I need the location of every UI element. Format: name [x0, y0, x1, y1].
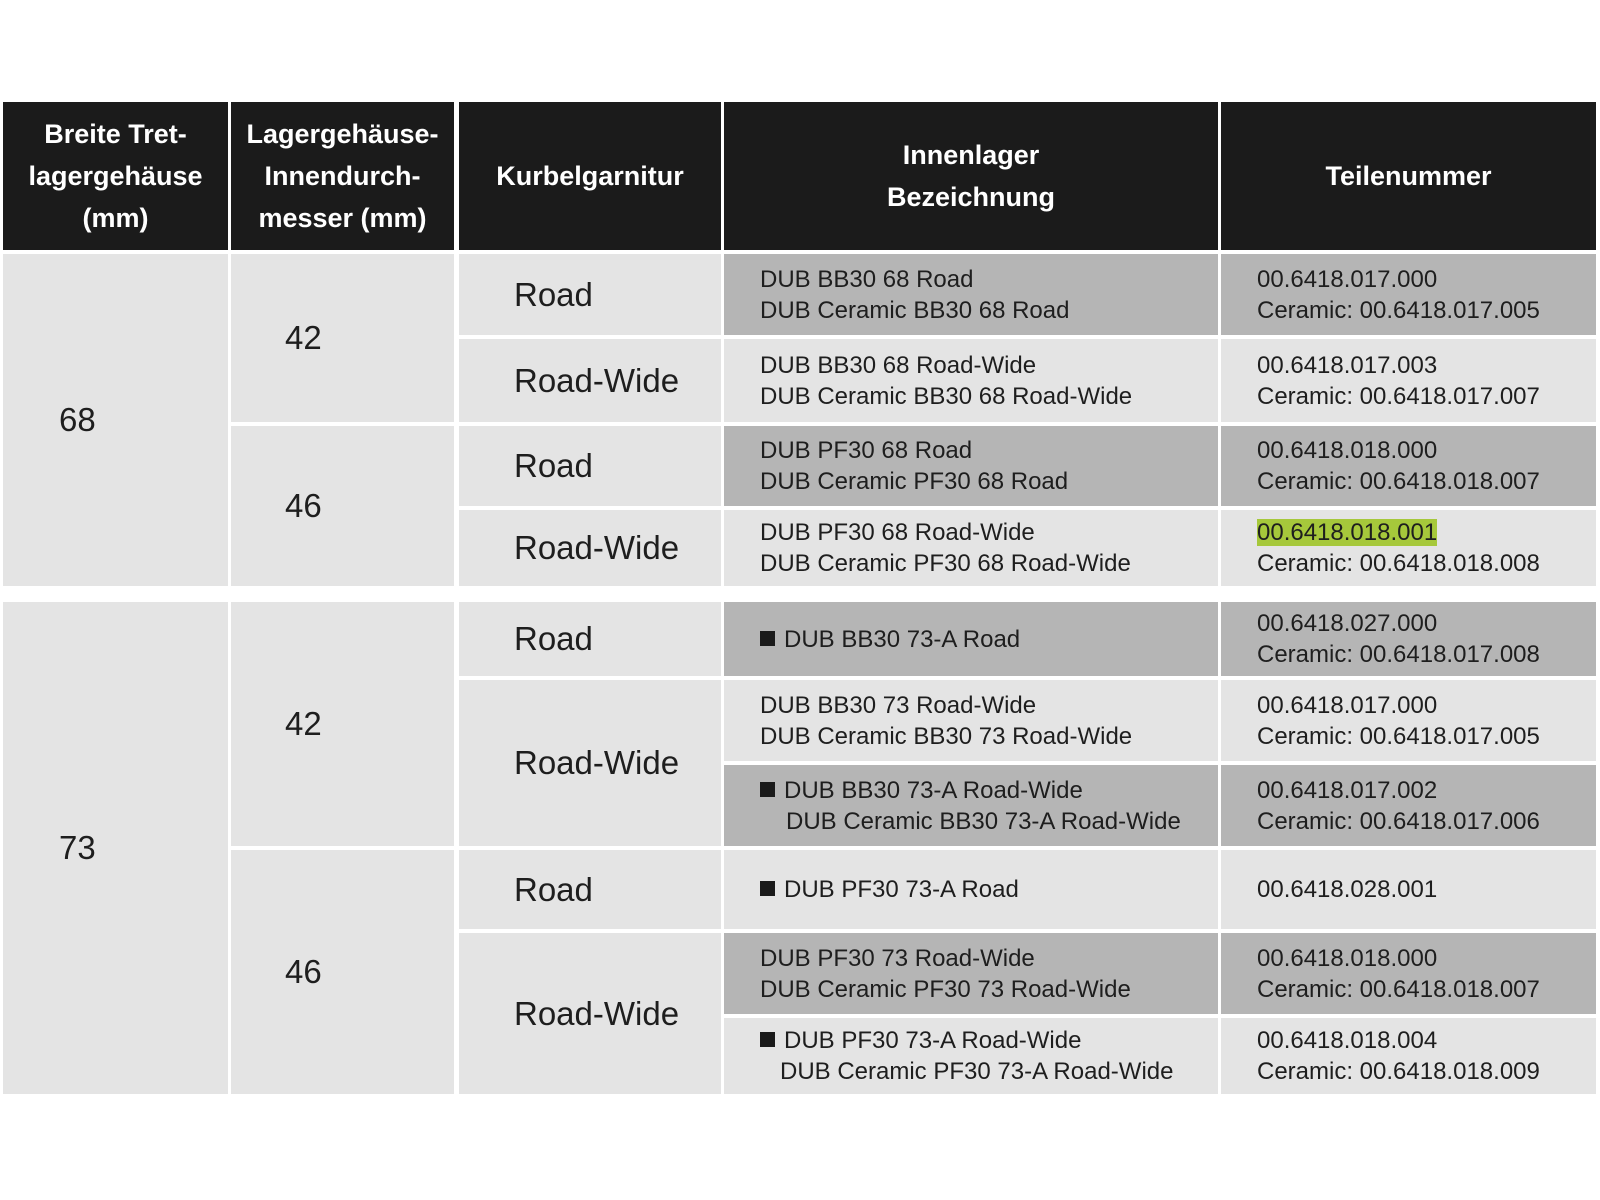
part-number-cell — [1221, 933, 1596, 1014]
bottom-bracket-name: DUB PF30 68 Road-Wide — [760, 519, 1035, 546]
part-number-line — [1257, 548, 1596, 579]
header-line: Lagergehäuse- — [246, 119, 439, 149]
bottom-bracket-cell — [724, 933, 1218, 1014]
part-number-value: 00.6418.017.000 — [1257, 265, 1438, 293]
header-crankset — [459, 102, 721, 250]
header-label — [246, 113, 438, 239]
bottom-bracket-name: DUB PF30 73-A Road-Wide — [784, 1027, 1082, 1054]
highlighted-part-number: 00.6418.018.001 — [1257, 519, 1438, 546]
bottom-bracket-line — [760, 624, 1218, 655]
part-number-line — [1257, 639, 1596, 670]
part-number-value: 00.6418.018.004 — [1257, 1027, 1438, 1054]
crankset-value: Road — [514, 447, 593, 484]
bottom-bracket-line — [760, 264, 1218, 295]
crankset-value: Road-Wide — [514, 744, 680, 781]
header-line: Breite Tret- — [44, 119, 187, 149]
part-number-value: Ceramic: 00.6418.017.008 — [1257, 641, 1540, 668]
part-number-cell — [1221, 510, 1596, 586]
part-number-cell — [1221, 254, 1596, 335]
bottom-bracket-line — [760, 974, 1218, 1005]
bottom-bracket-line — [760, 775, 1218, 806]
crankset-value: Road-Wide — [514, 361, 680, 399]
part-number-line — [1257, 1056, 1596, 1087]
bottom-bracket-line — [760, 806, 1218, 837]
part-number-cell — [1221, 765, 1596, 846]
diameter-cell — [231, 602, 454, 846]
bottom-bracket-line — [760, 874, 1218, 905]
crankset-cell — [459, 680, 721, 846]
bottom-bracket-name: DUB Ceramic PF30 68 Road-Wide — [760, 550, 1131, 577]
square-marker-icon — [760, 1032, 775, 1047]
crankset-cell — [459, 933, 721, 1094]
part-number-value: 00.6418.018.000 — [1257, 944, 1438, 972]
header-part-number — [1221, 102, 1596, 250]
bottom-bracket-cell — [724, 1018, 1218, 1094]
square-marker-icon — [760, 881, 775, 896]
part-number-value: Ceramic: 00.6418.017.005 — [1257, 722, 1540, 750]
bottom-bracket-name: DUB PF30 68 Road — [760, 437, 973, 464]
header-label — [1325, 155, 1491, 197]
header-line: lagergehäuse — [28, 161, 203, 191]
bottom-bracket-line — [760, 943, 1218, 974]
part-number-line — [1257, 435, 1596, 466]
part-number-value: Ceramic: 00.6418.018.007 — [1257, 975, 1540, 1003]
crankset-cell — [459, 850, 721, 929]
bottom-bracket-line — [760, 350, 1218, 381]
width-value: 73 — [59, 829, 96, 866]
part-number-value: Ceramic: 00.6418.018.008 — [1257, 550, 1540, 577]
header-width — [3, 102, 228, 250]
bottom-bracket-name: DUB BB30 68 Road — [760, 265, 974, 293]
width-cell — [3, 602, 228, 1094]
header-label — [496, 155, 684, 197]
part-number-line — [1257, 295, 1596, 326]
bottom-bracket-cell — [724, 680, 1218, 761]
part-number-value: Ceramic: 00.6418.017.005 — [1257, 296, 1540, 324]
square-marker-icon — [760, 782, 775, 797]
bottom-bracket-name: DUB BB30 73-A Road — [784, 625, 1021, 653]
diameter-cell — [231, 426, 454, 586]
part-number-line — [1257, 466, 1596, 497]
bottom-bracket-cell — [724, 602, 1218, 676]
bottom-bracket-line — [760, 721, 1218, 752]
part-number-cell — [1221, 339, 1596, 422]
bottom-bracket-line — [760, 466, 1218, 497]
diameter-value: 46 — [285, 487, 322, 524]
part-number-value: Ceramic: 00.6418.018.007 — [1257, 468, 1540, 495]
bottom-bracket-name: DUB BB30 68 Road-Wide — [760, 351, 1037, 379]
bottom-bracket-line — [760, 1056, 1218, 1087]
bottom-bracket-cell — [724, 765, 1218, 846]
bottom-bracket-name: DUB Ceramic BB30 73-A Road-Wide — [786, 807, 1181, 835]
bottom-bracket-name: DUB BB30 73 Road-Wide — [760, 691, 1037, 719]
part-number-cell — [1221, 602, 1596, 676]
part-number-line — [1257, 381, 1596, 412]
header-line: Kurbelgarnitur — [496, 161, 684, 191]
crankset-value: Road-Wide — [514, 994, 680, 1032]
bottom-bracket-cell — [724, 426, 1218, 506]
crankset-value: Road-Wide — [514, 529, 680, 566]
header-line: Teilenummer — [1325, 161, 1492, 191]
crankset-value: Road — [514, 620, 593, 657]
part-number-line — [1257, 264, 1596, 295]
diameter-value: 42 — [285, 319, 322, 356]
bottom-bracket-line — [760, 517, 1218, 548]
crankset-value: Road — [514, 870, 593, 908]
header-diameter — [231, 102, 454, 250]
part-number-value: 00.6418.017.000 — [1257, 691, 1438, 719]
crankset-cell — [459, 602, 721, 676]
bottom-bracket-line — [760, 548, 1218, 579]
width-cell — [3, 254, 228, 586]
crankset-value: Road — [514, 275, 593, 313]
bottom-bracket-cell — [724, 850, 1218, 929]
part-number-value: Ceramic: 00.6418.018.009 — [1257, 1058, 1540, 1085]
diameter-cell — [231, 254, 454, 422]
bottom-bracket-name: DUB BB30 73-A Road-Wide — [784, 776, 1083, 804]
part-number-value: 00.6418.018.000 — [1257, 437, 1438, 464]
part-number-line — [1257, 943, 1596, 974]
bottom-bracket-line — [760, 381, 1218, 412]
part-number-value: 00.6418.017.003 — [1257, 351, 1438, 379]
bottom-bracket-cell — [724, 254, 1218, 335]
header-label — [28, 113, 202, 239]
part-number-line — [1257, 974, 1596, 1005]
bottom-bracket-name: DUB Ceramic BB30 68 Road — [760, 296, 1070, 324]
part-number-line — [1257, 874, 1596, 905]
bottom-bracket-cell — [724, 339, 1218, 422]
square-marker-icon — [760, 631, 775, 646]
part-number-cell — [1221, 426, 1596, 506]
part-number-line — [1257, 690, 1596, 721]
part-number-line — [1257, 721, 1596, 752]
bottom-bracket-name: DUB PF30 73 Road-Wide — [760, 944, 1035, 972]
part-number-line — [1257, 775, 1596, 806]
bottom-bracket-name: DUB Ceramic PF30 68 Road — [760, 468, 1069, 495]
part-number-value: 00.6418.017.002 — [1257, 776, 1438, 804]
part-number-line — [1257, 608, 1596, 639]
bottom-bracket-name: DUB Ceramic BB30 68 Road-Wide — [760, 382, 1133, 410]
header-bottom-bracket — [724, 102, 1218, 250]
crankset-cell — [459, 254, 721, 335]
header-label — [887, 134, 1055, 218]
diameter-cell — [231, 850, 454, 1094]
width-value: 68 — [59, 401, 96, 438]
header-line: messer (mm) — [258, 203, 427, 233]
part-number-line — [1257, 517, 1596, 548]
bottom-bracket-name: DUB PF30 73-A Road — [784, 876, 1019, 903]
bottom-bracket-line — [760, 295, 1218, 326]
part-number-line — [1257, 806, 1596, 837]
header-line: Innendurch- — [264, 161, 421, 191]
crankset-cell — [459, 510, 721, 586]
part-number-cell — [1221, 680, 1596, 761]
crankset-cell — [459, 426, 721, 506]
diameter-value: 42 — [285, 705, 322, 742]
part-number-line — [1257, 350, 1596, 381]
part-number-value: Ceramic: 00.6418.017.006 — [1257, 807, 1540, 835]
part-number-line — [1257, 1025, 1596, 1056]
bottom-bracket-name: DUB Ceramic PF30 73 Road-Wide — [760, 975, 1131, 1003]
bottom-bracket-name: DUB Ceramic BB30 73 Road-Wide — [760, 722, 1133, 750]
part-number-value: 00.6418.028.001 — [1257, 876, 1438, 903]
bottom-bracket-line — [760, 1025, 1218, 1056]
bottom-bracket-cell — [724, 510, 1218, 586]
header-line: (mm) — [82, 203, 149, 233]
crankset-cell — [459, 339, 721, 422]
part-number-value: 00.6418.027.000 — [1257, 610, 1438, 637]
header-line: Bezeichnung — [886, 182, 1055, 212]
part-number-cell — [1221, 1018, 1596, 1094]
part-number-value: Ceramic: 00.6418.017.007 — [1257, 382, 1540, 410]
bottom-bracket-line — [760, 690, 1218, 721]
diameter-value: 46 — [285, 953, 322, 990]
part-number-cell — [1221, 850, 1596, 929]
bottom-bracket-name: DUB Ceramic PF30 73-A Road-Wide — [780, 1058, 1174, 1085]
bottom-bracket-line — [760, 435, 1218, 466]
header-line: Innenlager — [902, 140, 1040, 170]
